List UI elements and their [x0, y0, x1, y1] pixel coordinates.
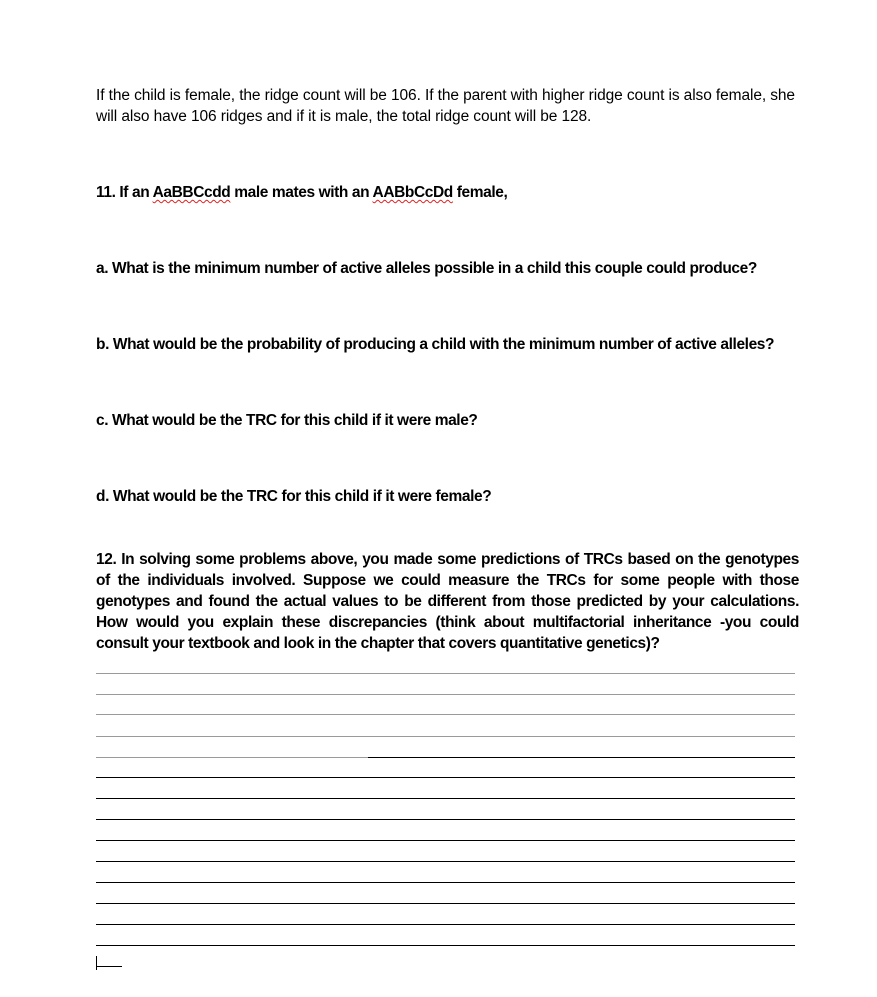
question-11-suffix: female, — [452, 184, 508, 201]
answer-line[interactable] — [96, 819, 795, 820]
answer-line[interactable] — [96, 714, 795, 715]
answer-line[interactable] — [96, 840, 795, 841]
answer-lines[interactable] — [96, 0, 796, 997]
question-11c: c. What would be the TRC for this child if it were male? — [96, 412, 478, 429]
answer-line[interactable] — [96, 945, 795, 946]
genotype-male: AaBBCcdd — [152, 184, 231, 201]
question-11d: d. What would be the TRC for this child if it were female? — [96, 488, 492, 505]
answer-line[interactable] — [96, 736, 795, 737]
answer-line[interactable] — [96, 673, 795, 674]
answer-line[interactable] — [368, 757, 795, 758]
question-11-middle: male mates with an — [230, 184, 373, 201]
text-cursor — [96, 956, 97, 970]
question-11b: b. What would be the probability of producing a child with the minimum number of active alleles? — [96, 336, 775, 353]
intro-paragraph: If the child is female, the ridge count will be 106. If the parent with higher ridge count is also female, she will also have 106 ridges and if it is male, the total ridge count will be 128. — [96, 87, 795, 125]
answer-line[interactable] — [96, 798, 795, 799]
question-11-prefix: 11. If an — [96, 184, 153, 201]
answer-line[interactable] — [96, 694, 795, 695]
answer-line[interactable] — [96, 757, 368, 758]
answer-line[interactable] — [96, 882, 795, 883]
question-11a: a. What is the minimum number of active alleles possible in a child this couple could produce? — [96, 260, 757, 277]
answer-line[interactable] — [96, 777, 795, 778]
answer-line[interactable] — [96, 924, 795, 925]
question-12: 12. In solving some problems above, you made some predictions of TRCs based on the genotypes of the individuals involved. Suppose we could measure the TRCs for some people with those genotypes and found the actual values to be different from those predicted by your calculations. How would you explain these discrepancies (think about multifactorial inheritance -you could consult your textbook and look in the chapter that covers quantitative genetics)? — [96, 551, 799, 652]
answer-line[interactable] — [96, 966, 122, 967]
answer-line[interactable] — [96, 903, 795, 904]
answer-line[interactable] — [96, 861, 795, 862]
genotype-female: AABbCcDd — [372, 184, 453, 201]
